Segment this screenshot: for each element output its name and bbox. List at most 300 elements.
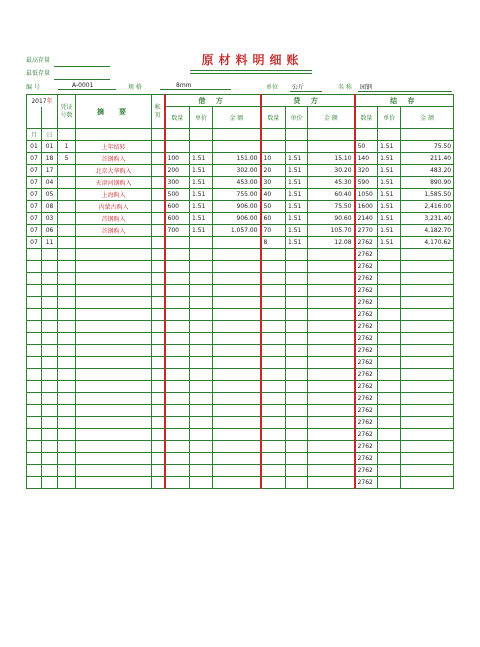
cell-m[interactable] (27, 321, 42, 333)
cell-ca[interactable]: 12.08 (308, 237, 355, 249)
cell-dp[interactable] (190, 381, 213, 393)
cell-cp[interactable] (286, 141, 308, 153)
cell-ledger[interactable] (152, 369, 165, 381)
cell-da[interactable] (213, 393, 261, 405)
cell-s[interactable]: 天津河钢购入 (76, 177, 152, 189)
cell-dq[interactable] (165, 237, 190, 249)
cell-dq[interactable] (165, 297, 190, 309)
cell-bq[interactable]: 2140 (355, 213, 378, 225)
cell-s[interactable]: 内蒙古购入 (76, 201, 152, 213)
cell-bq[interactable]: 2762 (355, 273, 378, 285)
cell-ledger[interactable] (152, 213, 165, 225)
cell-v[interactable] (58, 273, 76, 285)
cell-dp[interactable] (190, 441, 213, 453)
cell-cq[interactable] (261, 141, 286, 153)
cell-s[interactable] (76, 321, 152, 333)
cell-dq[interactable]: 200 (165, 165, 190, 177)
cell-cp[interactable]: 1.51 (286, 153, 308, 165)
cell-ledger[interactable] (152, 465, 165, 477)
cell-da[interactable] (213, 417, 261, 429)
cell-d[interactable] (42, 285, 58, 297)
cell-v[interactable] (58, 345, 76, 357)
cell-cp[interactable]: 1.51 (286, 237, 308, 249)
cell-m[interactable] (27, 369, 42, 381)
cell-cp[interactable]: 1.51 (286, 213, 308, 225)
cell-m[interactable] (27, 429, 42, 441)
cell-v[interactable] (58, 285, 76, 297)
cell-ledger[interactable] (152, 165, 165, 177)
cell-dp[interactable] (190, 321, 213, 333)
cell-m[interactable] (27, 441, 42, 453)
cell-ledger[interactable] (152, 333, 165, 345)
cell-bq[interactable]: 2770 (355, 225, 378, 237)
cell-cq[interactable] (261, 405, 286, 417)
cell-dq[interactable] (165, 369, 190, 381)
cell-ba[interactable] (401, 381, 454, 393)
cell-bp[interactable]: 1.51 (378, 237, 401, 249)
cell-bp[interactable] (378, 321, 401, 333)
cell-d[interactable] (42, 429, 58, 441)
cell-cp[interactable] (286, 369, 308, 381)
cell-bq[interactable]: 2762 (355, 357, 378, 369)
cell-bp[interactable] (378, 393, 401, 405)
cell-ledger[interactable] (152, 309, 165, 321)
cell-bp[interactable] (378, 405, 401, 417)
cell-bq[interactable]: 2762 (355, 465, 378, 477)
cell-m[interactable]: 07 (27, 153, 42, 165)
cell-dq[interactable] (165, 405, 190, 417)
cell-bq[interactable]: 2762 (355, 393, 378, 405)
cell-cp[interactable] (286, 249, 308, 261)
cell-ledger[interactable] (152, 345, 165, 357)
cell-ca[interactable] (308, 249, 355, 261)
cell-dq[interactable] (165, 321, 190, 333)
cell-da[interactable] (213, 405, 261, 417)
cell-d[interactable]: 17 (42, 165, 58, 177)
cell-ledger[interactable] (152, 225, 165, 237)
cell-ledger[interactable] (152, 249, 165, 261)
cell-ba[interactable] (401, 477, 454, 489)
cell-ca[interactable]: 45.30 (308, 177, 355, 189)
cell-cq[interactable]: 20 (261, 165, 286, 177)
cell-cp[interactable] (286, 417, 308, 429)
cell-d[interactable] (42, 273, 58, 285)
cell-bq[interactable]: 2762 (355, 453, 378, 465)
cell-bp[interactable] (378, 453, 401, 465)
cell-bq[interactable]: 2762 (355, 429, 378, 441)
cell-dp[interactable] (190, 273, 213, 285)
cell-dq[interactable] (165, 465, 190, 477)
cell-bp[interactable] (378, 261, 401, 273)
cell-ca[interactable] (308, 465, 355, 477)
cell-cp[interactable] (286, 333, 308, 345)
cell-bp[interactable]: 1.51 (378, 225, 401, 237)
cell-ca[interactable] (308, 321, 355, 333)
cell-ba[interactable] (401, 369, 454, 381)
cell-ba[interactable]: 75.50 (401, 141, 454, 153)
cell-d[interactable]: 04 (42, 177, 58, 189)
cell-cq[interactable]: 30 (261, 177, 286, 189)
cell-s[interactable] (76, 441, 152, 453)
cell-d[interactable] (42, 345, 58, 357)
cell-ca[interactable] (308, 297, 355, 309)
cell-v[interactable] (58, 441, 76, 453)
cell-v[interactable] (58, 417, 76, 429)
cell-ca[interactable] (308, 441, 355, 453)
cell-dp[interactable]: 1.51 (190, 201, 213, 213)
cell-s[interactable] (76, 285, 152, 297)
cell-dp[interactable] (190, 333, 213, 345)
cell-da[interactable]: 453.00 (213, 177, 261, 189)
cell-dq[interactable] (165, 441, 190, 453)
cell-d[interactable] (42, 441, 58, 453)
cell-d[interactable]: 18 (42, 153, 58, 165)
cell-bq[interactable]: 2762 (355, 309, 378, 321)
cell-cq[interactable] (261, 297, 286, 309)
cell-d[interactable] (42, 333, 58, 345)
cell-bp[interactable] (378, 477, 401, 489)
cell-m[interactable] (27, 273, 42, 285)
cell-da[interactable]: 906.00 (213, 213, 261, 225)
cell-ba[interactable] (401, 393, 454, 405)
cell-cp[interactable] (286, 453, 308, 465)
cell-d[interactable] (42, 369, 58, 381)
cell-ledger[interactable] (152, 429, 165, 441)
cell-da[interactable] (213, 357, 261, 369)
cell-v[interactable] (58, 177, 76, 189)
cell-d[interactable]: 01 (42, 141, 58, 153)
cell-ledger[interactable] (152, 285, 165, 297)
cell-v[interactable] (58, 321, 76, 333)
cell-m[interactable] (27, 297, 42, 309)
cell-s[interactable] (76, 333, 152, 345)
cell-cq[interactable] (261, 429, 286, 441)
cell-m[interactable] (27, 417, 42, 429)
cell-da[interactable] (213, 453, 261, 465)
cell-ca[interactable] (308, 273, 355, 285)
cell-ba[interactable] (401, 441, 454, 453)
cell-dq[interactable]: 600 (165, 213, 190, 225)
cell-bp[interactable] (378, 273, 401, 285)
cell-bq[interactable]: 2762 (355, 249, 378, 261)
cell-ledger[interactable] (152, 393, 165, 405)
cell-dp[interactable]: 1.51 (190, 153, 213, 165)
cell-d[interactable] (42, 453, 58, 465)
cell-ba[interactable]: 2,416.00 (401, 201, 454, 213)
cell-cq[interactable] (261, 465, 286, 477)
cell-v[interactable] (58, 333, 76, 345)
cell-dq[interactable] (165, 249, 190, 261)
cell-ledger[interactable] (152, 201, 165, 213)
cell-cq[interactable] (261, 357, 286, 369)
cell-v[interactable] (58, 309, 76, 321)
cell-v[interactable] (58, 393, 76, 405)
cell-s[interactable] (76, 381, 152, 393)
cell-cp[interactable]: 1.51 (286, 201, 308, 213)
cell-cp[interactable] (286, 357, 308, 369)
cell-dq[interactable]: 500 (165, 189, 190, 201)
cell-bq[interactable]: 2762 (355, 321, 378, 333)
cell-cp[interactable] (286, 465, 308, 477)
cell-dq[interactable] (165, 285, 190, 297)
cell-m[interactable] (27, 261, 42, 273)
cell-cq[interactable]: 8 (261, 237, 286, 249)
cell-bp[interactable] (378, 285, 401, 297)
cell-bq[interactable]: 50 (355, 141, 378, 153)
cell-d[interactable]: 11 (42, 237, 58, 249)
name-value[interactable]: 园钢 (358, 82, 452, 92)
cell-v[interactable] (58, 237, 76, 249)
cell-m[interactable]: 07 (27, 225, 42, 237)
cell-da[interactable] (213, 345, 261, 357)
cell-da[interactable] (213, 369, 261, 381)
cell-ba[interactable] (401, 417, 454, 429)
cell-bp[interactable] (378, 297, 401, 309)
cell-cp[interactable] (286, 261, 308, 273)
cell-cq[interactable] (261, 321, 286, 333)
cell-ca[interactable] (308, 285, 355, 297)
cell-cp[interactable]: 1.51 (286, 177, 308, 189)
cell-cp[interactable] (286, 309, 308, 321)
cell-s[interactable]: 首钢购入 (76, 213, 152, 225)
cell-cp[interactable] (286, 393, 308, 405)
cell-bp[interactable] (378, 333, 401, 345)
cell-bq[interactable]: 2762 (355, 345, 378, 357)
cell-ba[interactable] (401, 285, 454, 297)
cell-s[interactable]: 上海购入 (76, 189, 152, 201)
cell-cp[interactable] (286, 273, 308, 285)
cell-cq[interactable] (261, 441, 286, 453)
cell-v[interactable] (58, 165, 76, 177)
cell-s[interactable] (76, 345, 152, 357)
cell-bp[interactable]: 1.51 (378, 201, 401, 213)
cell-ledger[interactable] (152, 153, 165, 165)
cell-v[interactable] (58, 213, 76, 225)
cell-s[interactable]: 首钢购入 (76, 225, 152, 237)
cell-bp[interactable]: 1.51 (378, 177, 401, 189)
cell-cq[interactable]: 70 (261, 225, 286, 237)
cell-ledger[interactable] (152, 273, 165, 285)
cell-dp[interactable] (190, 345, 213, 357)
cell-da[interactable]: 151.00 (213, 153, 261, 165)
cell-bq[interactable]: 2762 (355, 417, 378, 429)
cell-da[interactable]: 1,057.00 (213, 225, 261, 237)
cell-ca[interactable] (308, 369, 355, 381)
cell-s[interactable] (76, 465, 152, 477)
cell-d[interactable] (42, 405, 58, 417)
cell-s[interactable] (76, 297, 152, 309)
cell-dp[interactable] (190, 297, 213, 309)
cell-bp[interactable]: 1.51 (378, 165, 401, 177)
cell-ba[interactable]: 890.90 (401, 177, 454, 189)
cell-bp[interactable]: 1.51 (378, 189, 401, 201)
cell-ca[interactable]: 15.10 (308, 153, 355, 165)
cell-bq[interactable]: 1050 (355, 189, 378, 201)
cell-bp[interactable]: 1.51 (378, 213, 401, 225)
cell-ba[interactable] (401, 453, 454, 465)
cell-d[interactable] (42, 261, 58, 273)
cell-cq[interactable] (261, 333, 286, 345)
cell-d[interactable] (42, 297, 58, 309)
cell-bp[interactable]: 1.51 (378, 141, 401, 153)
cell-d[interactable] (42, 393, 58, 405)
cell-cq[interactable] (261, 249, 286, 261)
cell-da[interactable]: 906.00 (213, 201, 261, 213)
cell-d[interactable]: 06 (42, 225, 58, 237)
cell-ba[interactable] (401, 333, 454, 345)
cell-v[interactable] (58, 189, 76, 201)
cell-dp[interactable] (190, 261, 213, 273)
cell-dq[interactable] (165, 477, 190, 489)
cell-ca[interactable] (308, 417, 355, 429)
cell-ledger[interactable] (152, 297, 165, 309)
cell-v[interactable] (58, 429, 76, 441)
cell-s[interactable] (76, 249, 152, 261)
cell-ca[interactable]: 90.60 (308, 213, 355, 225)
cell-v[interactable] (58, 225, 76, 237)
cell-ba[interactable] (401, 309, 454, 321)
cell-s[interactable] (76, 405, 152, 417)
cell-bq[interactable]: 1600 (355, 201, 378, 213)
cell-v[interactable] (58, 249, 76, 261)
cell-m[interactable]: 07 (27, 177, 42, 189)
cell-ca[interactable]: 60.40 (308, 189, 355, 201)
cell-dq[interactable] (165, 141, 190, 153)
cell-dq[interactable] (165, 345, 190, 357)
cell-ca[interactable] (308, 333, 355, 345)
cell-m[interactable] (27, 393, 42, 405)
cell-bp[interactable] (378, 345, 401, 357)
cell-bp[interactable] (378, 249, 401, 261)
cell-bp[interactable] (378, 441, 401, 453)
cell-ba[interactable] (401, 249, 454, 261)
cell-dp[interactable] (190, 249, 213, 261)
cell-d[interactable] (42, 465, 58, 477)
cell-cq[interactable] (261, 309, 286, 321)
cell-cp[interactable]: 1.51 (286, 189, 308, 201)
cell-d[interactable] (42, 309, 58, 321)
cell-ledger[interactable] (152, 237, 165, 249)
cell-cq[interactable] (261, 273, 286, 285)
cell-m[interactable] (27, 465, 42, 477)
cell-ba[interactable]: 483.20 (401, 165, 454, 177)
cell-v[interactable] (58, 477, 76, 489)
cell-ledger[interactable] (152, 453, 165, 465)
cell-dq[interactable]: 600 (165, 201, 190, 213)
cell-v[interactable] (58, 261, 76, 273)
cell-dq[interactable] (165, 417, 190, 429)
cell-bp[interactable] (378, 381, 401, 393)
cell-dp[interactable] (190, 285, 213, 297)
cell-dp[interactable] (190, 429, 213, 441)
cell-dp[interactable]: 1.51 (190, 225, 213, 237)
cell-dp[interactable] (190, 465, 213, 477)
cell-s[interactable] (76, 453, 152, 465)
cell-da[interactable] (213, 441, 261, 453)
cell-dq[interactable] (165, 273, 190, 285)
cell-bp[interactable] (378, 369, 401, 381)
cell-dp[interactable] (190, 405, 213, 417)
cell-cp[interactable] (286, 321, 308, 333)
cell-ca[interactable] (308, 429, 355, 441)
cell-cq[interactable]: 40 (261, 189, 286, 201)
cell-ba[interactable]: 1,585.50 (401, 189, 454, 201)
cell-ca[interactable] (308, 345, 355, 357)
cell-ledger[interactable] (152, 189, 165, 201)
cell-ca[interactable]: 75.50 (308, 201, 355, 213)
cell-cq[interactable] (261, 369, 286, 381)
cell-m[interactable]: 07 (27, 165, 42, 177)
cell-ba[interactable] (401, 273, 454, 285)
cell-bq[interactable]: 320 (355, 165, 378, 177)
cell-cq[interactable] (261, 261, 286, 273)
cell-d[interactable] (42, 249, 58, 261)
cell-dq[interactable] (165, 429, 190, 441)
cell-ca[interactable] (308, 453, 355, 465)
cell-cq[interactable] (261, 285, 286, 297)
cell-ledger[interactable] (152, 321, 165, 333)
cell-dp[interactable] (190, 369, 213, 381)
cell-cp[interactable]: 1.51 (286, 165, 308, 177)
cell-s[interactable] (76, 429, 152, 441)
cell-ca[interactable]: 30.20 (308, 165, 355, 177)
cell-m[interactable] (27, 453, 42, 465)
cell-dp[interactable]: 1.51 (190, 177, 213, 189)
cell-m[interactable]: 07 (27, 213, 42, 225)
cell-da[interactable] (213, 141, 261, 153)
unit-value[interactable]: 公斤 (290, 82, 322, 92)
cell-bp[interactable] (378, 417, 401, 429)
cell-m[interactable] (27, 381, 42, 393)
cell-da[interactable]: 302.00 (213, 165, 261, 177)
cell-ba[interactable] (401, 357, 454, 369)
cell-bp[interactable] (378, 357, 401, 369)
cell-v[interactable] (58, 465, 76, 477)
cell-bp[interactable] (378, 309, 401, 321)
cell-dp[interactable] (190, 477, 213, 489)
cell-ca[interactable] (308, 393, 355, 405)
cell-da[interactable] (213, 381, 261, 393)
cell-s[interactable] (76, 477, 152, 489)
cell-dq[interactable] (165, 333, 190, 345)
cell-cq[interactable]: 10 (261, 153, 286, 165)
cell-v[interactable] (58, 453, 76, 465)
cell-bq[interactable]: 2762 (355, 297, 378, 309)
cell-m[interactable] (27, 405, 42, 417)
cell-v[interactable]: 1 (58, 141, 76, 153)
cell-dp[interactable]: 1.51 (190, 213, 213, 225)
cell-cq[interactable] (261, 345, 286, 357)
cell-ba[interactable] (401, 465, 454, 477)
cell-ca[interactable]: 105.70 (308, 225, 355, 237)
cell-v[interactable] (58, 369, 76, 381)
cell-ba[interactable] (401, 297, 454, 309)
cell-dp[interactable] (190, 309, 213, 321)
cell-cq[interactable] (261, 477, 286, 489)
cell-da[interactable] (213, 249, 261, 261)
cell-ba[interactable]: 4,170.62 (401, 237, 454, 249)
cell-dp[interactable] (190, 237, 213, 249)
cell-da[interactable] (213, 477, 261, 489)
cell-s[interactable] (76, 273, 152, 285)
cell-dq[interactable]: 700 (165, 225, 190, 237)
cell-cp[interactable]: 1.51 (286, 225, 308, 237)
cell-da[interactable] (213, 333, 261, 345)
cell-s[interactable] (76, 393, 152, 405)
cell-cp[interactable] (286, 405, 308, 417)
cell-m[interactable]: 07 (27, 237, 42, 249)
cell-d[interactable]: 03 (42, 213, 58, 225)
